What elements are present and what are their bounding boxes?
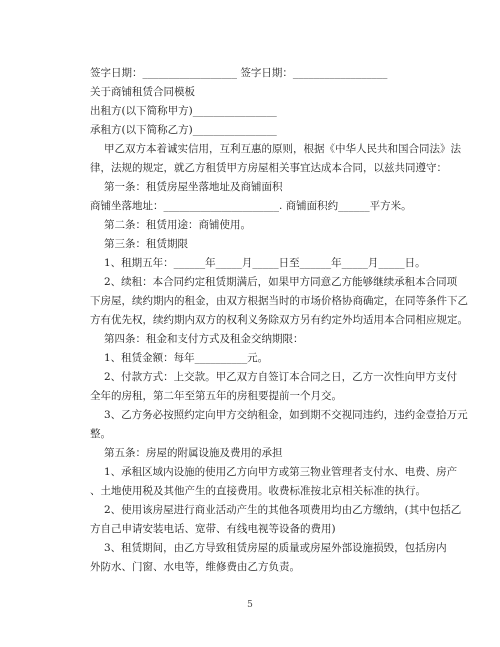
document-title: 关于商铺租赁合同模板 bbox=[90, 86, 195, 98]
article-5-heading: 第五条：房屋的附属设施及费用的承担 bbox=[104, 447, 283, 459]
rent-amount-line: 1、租赁金额：每年__________元。 bbox=[104, 352, 269, 364]
facilities-line-1: 1、承租区域内设施的使用乙方向甲方或第三物业管理者支付水、电费、房产 bbox=[104, 466, 458, 478]
article-3-heading: 第三条：租赁期限 bbox=[104, 238, 188, 250]
payment-line-2: 全年的房租，第二年至第五年的房租要提前一个月交。 bbox=[90, 390, 342, 402]
damage-line-2: 外防水、门窗、水电等，维修费由乙方负责。 bbox=[90, 561, 300, 573]
renewal-line-2: 下房屋，续约期内的租金，由双方根据当时的市场价格协商确定，在同等条件下乙 bbox=[90, 295, 468, 307]
signature-date-line: 签字日期：__________________ 签字日期：__________________ bbox=[90, 67, 388, 79]
article-4-heading: 第四条：租金和支付方式及租金交纳期限： bbox=[104, 333, 304, 345]
lessee-line: 承租方(以下简称乙方)________________ bbox=[90, 124, 277, 136]
renewal-line-1: 2、续租：本合同约定租赁期满后，如果甲方同意乙方能够继续承租本合同项 bbox=[104, 276, 458, 288]
lease-term-line: 1、租期五年：______年_____月_____日至______年_____月_____日。 bbox=[104, 257, 426, 269]
lessor-line: 出租方(以下简称甲方)________________ bbox=[90, 105, 277, 117]
preamble-line-2: 律，法规的规定，就乙方租赁甲方房屋相关事宜达成本合同，以兹共同遵守： bbox=[90, 162, 447, 174]
renewal-line-3: 方有优先权，续约期内双方的权利义务除双方另有约定外均适用本合同相应规定。 bbox=[90, 314, 468, 326]
penalty-line-2: 整。 bbox=[90, 428, 111, 440]
penalty-line-1: 3、乙方务必按照约定向甲方交纳租金，如到期不交视同违约，违约金壹拾万元 bbox=[104, 409, 468, 421]
payment-line-1: 2、付款方式：上交款。甲乙双方自签订本合同之日，乙方一次性向甲方支付 bbox=[104, 371, 458, 383]
preamble-line-1: 甲乙双方本着诚实信用，互利互惠的原则，根据《中华人民共和国合同法》法 bbox=[104, 143, 461, 155]
shop-address-line: 商铺坐落地址：______________________. 商铺面积约______平方米。 bbox=[90, 200, 412, 212]
article-2-line: 第二条：租赁用途：商铺使用。 bbox=[104, 219, 251, 231]
expenses-line-1: 2、使用该房屋进行商业活动产生的其他各项费用均由乙方缴纳，(其中包括乙 bbox=[104, 504, 462, 516]
article-1-heading: 第一条：租赁房屋坐落地址及商铺面积 bbox=[104, 181, 283, 193]
damage-line-1: 3、租赁期间，由乙方导致租赁房屋的质量或房屋外部设施损毁，包括房内 bbox=[104, 542, 447, 554]
page-number: 5 bbox=[247, 600, 253, 610]
facilities-line-2: 、土地使用税及其他产生的直接费用。收费标准按北京相关标准的执行。 bbox=[90, 485, 426, 497]
expenses-line-2: 方自己申请安装电话、宽带、有线电视等设备的费用) bbox=[90, 523, 336, 535]
